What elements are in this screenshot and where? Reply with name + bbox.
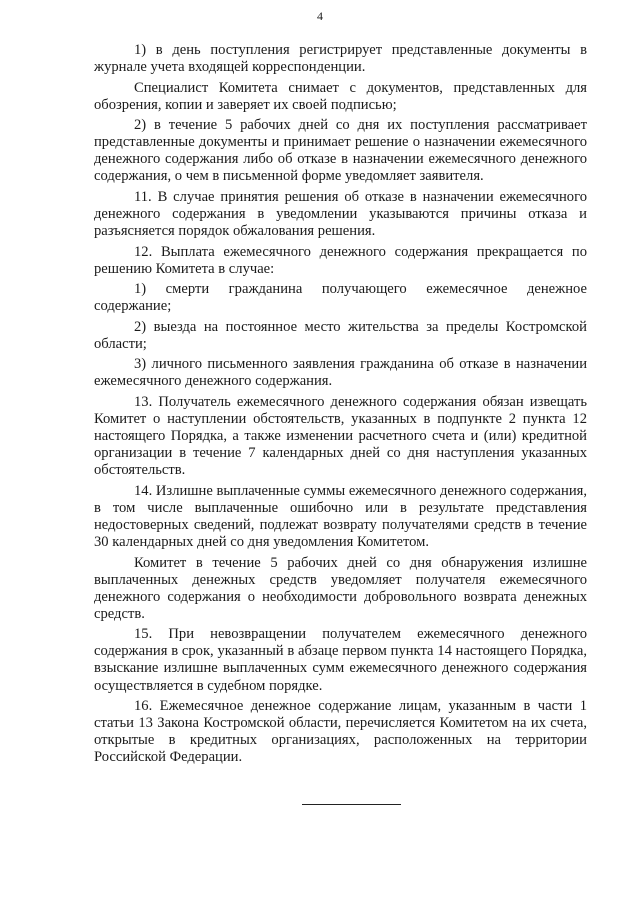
paragraph-15: 15. При невозвращении получателем ежемесячного денежного содержания в срок, указанный в абзаце первом пункта 14 настоящего Порядка, взыскание излишне выплаченных сумм ежемесячного денежного содержания осуществляется в судебном порядке.: [94, 626, 587, 694]
paragraph-11: 11. В случае принятия решения об отказе в назначении ежемесячного денежного содержания в уведомлении указываются причины отказа и разъясняется порядок обжалования решения.: [94, 188, 587, 240]
paragraph-12-item-1: 1) смерти гражданина получающего ежемесячное денежное содержание;: [94, 281, 587, 315]
document-body: [94, 42, 587, 770]
paragraph-13: 13. Получатель ежемесячного денежного содержания обязан извещать Комитет о наступлении обстоятельств, указанных в подпункте 2 пункта 12 настоящего Порядка, а также изменении расчетного счета и (или) кредитной организации в течение 7 календарных дней со дня наступления указанных обстоятельств.: [94, 393, 587, 479]
paragraph-12: 12. Выплата ежемесячного денежного содержания прекращается по решению Комитета в случае:: [94, 243, 587, 277]
paragraph-12-item-2: 2) выезда на постоянное место жительства за пределы Костромской области;: [94, 318, 587, 352]
paragraph-16: 16. Ежемесячное денежное содержание лицам, указанным в части 1 статьи 13 Закона Костромской области, перечисляется Комитетом на их счета, открытые в кредитных организациях, расположенных на территории Российской Федерации.: [94, 698, 587, 766]
page-number: 4: [317, 9, 323, 23]
paragraph-copies: Специалист Комитета снимает с документов, представленных для обозрения, копии и заверяет их своей подписью;: [94, 79, 587, 113]
paragraph-review: 2) в течение 5 рабочих дней со дня их поступления рассматривает представленные документы и принимает решение о назначении ежемесячного денежного содержания либо об отказе в назначении ежемесячного денежного содержания, о чем в письменной форме уведомляет заявителя.: [94, 117, 587, 185]
paragraph-12-item-3: 3) личного письменного заявления гражданина об отказе в назначении ежемесячного денежного содержания.: [94, 356, 587, 390]
paragraph-14-notice: Комитет в течение 5 рабочих дней со дня обнаружения излишне выплаченных денежных средств уведомляет получателя ежемесячного денежного содержания о необходимости добровольного возврата денежных средств.: [94, 554, 587, 622]
paragraph-14: 14. Излишне выплаченные суммы ежемесячного денежного содержания, в том числе выплаченные ошибочно или в результате представления недостоверных сведений, подлежат возврату получателями средств в течение 30 календарных дней со дня уведомления Комитетом.: [94, 482, 587, 551]
end-divider: [302, 804, 401, 805]
paragraph-registration: 1) в день поступления регистрирует представленные документы в журнале учета входящей корреспонденции.: [94, 42, 587, 76]
